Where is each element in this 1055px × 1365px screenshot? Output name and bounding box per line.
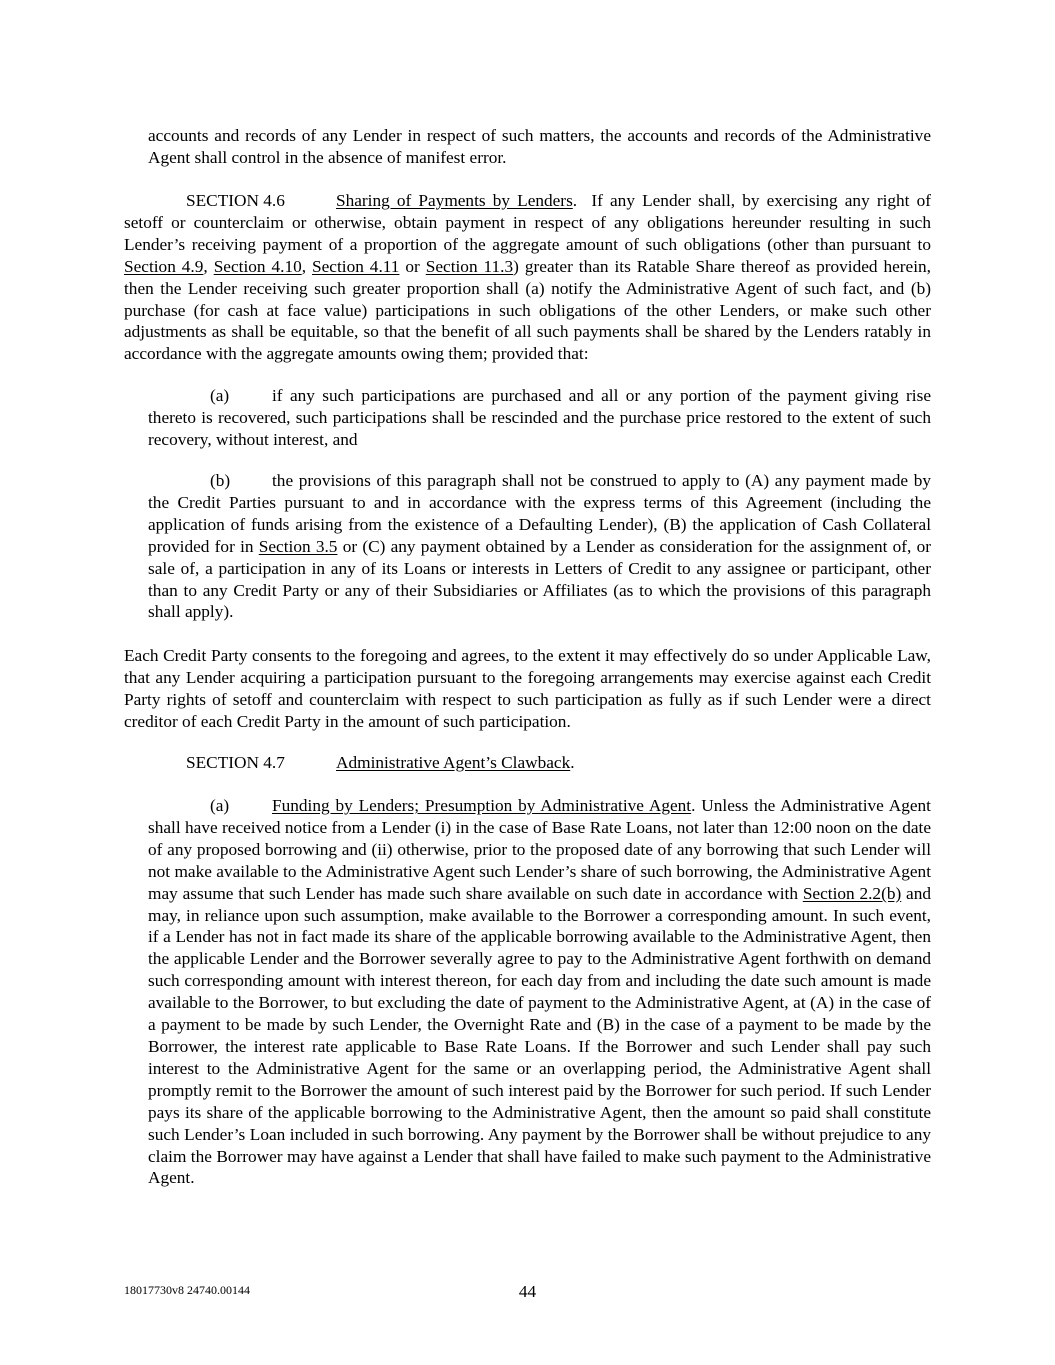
item-a-label: (a) — [210, 386, 230, 405]
item-b-text-2: or (C) any payment obtained by a Lender as consideration for the assignment of, or sale of, a participation in any of its Loans or interests in Letters of Credit to any assignee or participant, other than to any Credit Party or any of their Subsidiaries or Affiliates (as to which the provisions of this paragraph shall apply). — [148, 536, 932, 622]
item-4-7-a-heading: Funding by Lenders; Presumption by Administrative Agent — [272, 796, 692, 815]
section-4-7-heading-punct: . — [570, 753, 575, 772]
section-3-5-reference: Section 3.5 — [258, 536, 338, 556]
item-4-7-a-text-1: . Unless the Administrative Agent shall have received notice from a Lender (i) in the case of Base Rate Loans, not later than 12:00 noon on the date of any proposed borrowing and (ii) otherwise, prior to the proposed date of any borrowing that such Lender will not make available to the Administrative Agent such Lender’s share of such borrowing, the Administrative Agent may assume that such Lender has made such share available on such date in accordance with — [148, 796, 931, 903]
ref-separator-1: , — [203, 256, 214, 276]
item-b-text-1: the provisions of this paragraph shall not be construed to apply to (A) any payment made by the Credit Parties pursuant to and in accordance with the express terms of this Agreement (including the application of funds arising from the existence of a Defaulting Lender), (B) the application of Cash Collateral provided for in — [148, 471, 931, 556]
closing-text: Each Credit Party consents to the foregoing and agrees, to the extent it may effectively do so under Applicable Law, that any Lender acquiring a participation pursuant to the foregoing arrangements may exercise against each Credit Party rights of setoff and counterclaim with respect to such participation as fully as if such Lender were a direct creditor of each Credit Party in the amount of such participation. — [124, 646, 931, 731]
document-id: 18017730v8 24740.00144 — [124, 1283, 250, 1297]
carryover-text: accounts and records of any Lender in respect of such matters, the accounts and records of the Administrative Agent shall control in the absence of manifest error. — [148, 126, 931, 167]
section-4-6-paragraph — [124, 190, 931, 365]
page-number: 44 — [518, 1282, 537, 1301]
item-4-7-a-text-2: and may, in reliance upon such assumption, make available to the Borrower a corresponding amount. In such event, if a Lender has not in fact made its share of the applicable borrowing available to the Administrative Agent, then the applicable Lender and the Borrower severally agree to pay to the Administrative Agent forthwith on demand such corresponding amount with interest thereon, for each day from and including the date such amount is made available to the Borrower, to but excluding the date of payment to the Administrative Agent, at (A) in the case of a payment to be made by such Lender, the Overnight Rate and (B) in the case of a payment to be made by the Borrower, the interest rate applicable to Base Rate Loans. If the Borrower and such Lender shall pay such interest to the Administrative Agent for the same or an overlapping period, the Administrative Agent shall promptly remit to the Borrower the amount of such interest paid by the Borrower for such period. If such Lender pays its share of the applicable borrowing to the Administrative Agent, then the amount so paid shall constitute such Lender’s Loan included in such borrowing. Any payment by the Borrower shall be without prejudice to any claim the Borrower may have against a Lender that shall have failed to make such payment to the Administrative Agent. — [148, 883, 931, 1188]
section-4-10-reference: Section 4.10 — [213, 256, 302, 276]
section-4-6-item-b — [148, 470, 931, 623]
section-4-7-item-a — [148, 795, 931, 1189]
section-4-6-heading-punct: . — [572, 191, 578, 210]
section-4-6-body-2: ) greater than its Ratable Share thereof as provided herein, then the Lender receiving such greater proportion shall (a) notify the Administrative Agent of such fact, and (b) purchase (for cash at face value) participations in such obligations of the other Lenders, or make such other adjustments as shall be equitable, so that the benefit of all such payments shall be shared by the Lenders ratably in accordance with the aggregate amounts owing them; provided that: — [124, 256, 931, 364]
section-4-6-item-a — [148, 385, 931, 451]
section-4-6-number: SECTION 4.6 — [186, 191, 285, 210]
ref-separator-2: , — [301, 256, 313, 276]
item-b-label: (b) — [210, 471, 231, 490]
section-4-7-heading-line — [124, 752, 931, 774]
section-4-7-number: SECTION 4.7 — [186, 753, 285, 772]
section-11-3-reference: Section 11.3 — [425, 256, 514, 276]
item-a-text: if any such participations are purchased and all or any portion of the payment giving rise thereto is recovered, such participations shall be rescinded and the purchase price restored to the extent of such recovery, without interest, and — [148, 386, 931, 449]
ref-separator-3: or — [399, 256, 426, 276]
section-4-11-reference: Section 4.11 — [312, 256, 400, 276]
section-4-9-reference: Section 4.9 — [124, 256, 204, 276]
item-4-7-a-label: (a) — [210, 796, 230, 815]
section-4-6-closing-paragraph — [124, 645, 931, 733]
section-4-6-heading: Sharing of Payments by Lenders — [336, 191, 573, 210]
carryover-paragraph — [148, 125, 931, 169]
section-4-6-body-1: If any Lender shall, by exercising any right of setoff or counterclaim or otherwise, obtain payment in respect of any obligations hereunder resulting in such Lender’s receiving payment of a proportion of the aggregate amount of such obligations (other than pursuant to — [124, 191, 932, 254]
section-2-2b-reference: Section 2.2(b) — [802, 883, 902, 903]
section-4-7-heading: Administrative Agent’s Clawback — [336, 753, 571, 772]
